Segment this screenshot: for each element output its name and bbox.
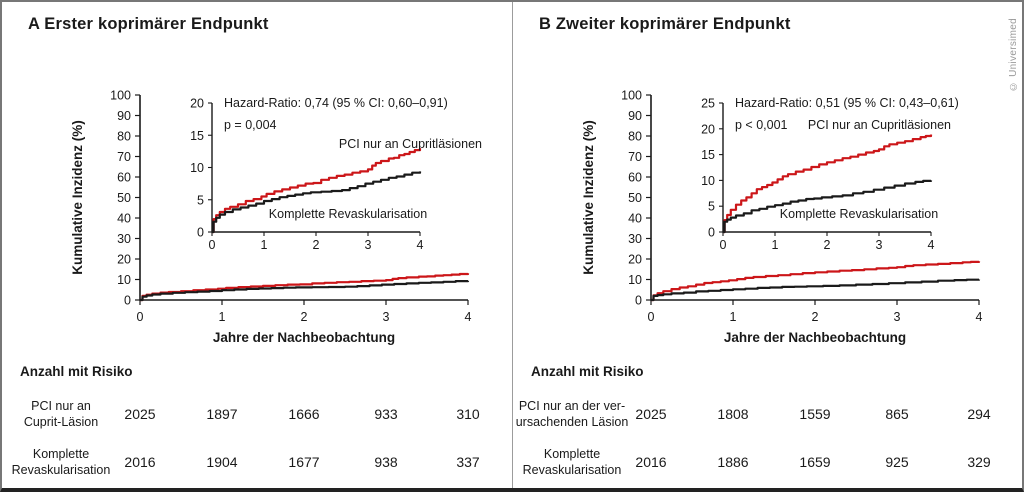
x-tick-label: 2 [300, 310, 308, 324]
risk-values [610, 390, 1020, 438]
risk-value: 2016 [124, 454, 156, 470]
panel-b-title: B Zweiter koprimärer Endpunkt [539, 15, 791, 33]
panel-a [2, 2, 512, 488]
risk-values [610, 438, 1020, 486]
black-series-label: Komplette Revaskularisation [268, 207, 428, 221]
y-tick-label: 90 [117, 109, 131, 123]
risk-label-line: ursachenden Läsion [515, 415, 629, 429]
x-axis-label: Jahre der Nachbeobachtung [723, 330, 907, 345]
x-axis-label: Jahre der Nachbeobachtung [212, 330, 396, 345]
inset-y-tick-label: 5 [197, 193, 204, 208]
panel-a-chart [2, 87, 502, 352]
p-value-text: p < 0,001 [735, 118, 788, 132]
risk-value: 329 [967, 454, 991, 470]
x-tick-label: 1 [218, 310, 226, 324]
inset-y-tick-label: 25 [701, 96, 715, 111]
risk-row [513, 438, 1019, 486]
risk-label-line: PCI nur an [31, 398, 91, 413]
panel-b-chart [513, 87, 1013, 352]
y-tick-label: 30 [117, 232, 131, 246]
risk-value: 2025 [124, 406, 156, 422]
panel-b-risk-header: Anzahl mit Risiko [531, 364, 644, 379]
y-tick-label: 30 [628, 232, 642, 246]
inset-x-tick-label: 3 [364, 238, 372, 252]
copyright-credit: © Universimed [1008, 18, 1019, 92]
risk-value: 2016 [635, 454, 667, 470]
risk-label-line: Komplette [32, 446, 90, 461]
risk-label-line: Cuprit-Läsion [23, 415, 99, 429]
y-tick-label: 50 [117, 191, 131, 205]
black-curve-main [651, 280, 979, 301]
inset-x-tick-label: 0 [719, 238, 727, 252]
y-tick-label: 100 [621, 88, 642, 103]
x-tick-label: 0 [647, 310, 655, 324]
x-tick-label: 3 [893, 310, 901, 324]
x-tick-label: 3 [382, 310, 390, 324]
inset-y-tick-label: 0 [197, 225, 204, 240]
black-series-label: Komplette Revaskularisation [779, 207, 939, 221]
panel-b [512, 2, 1022, 488]
y-axis-label: Kumulative Inzidenz (%) [581, 120, 596, 275]
x-tick-label: 1 [729, 310, 737, 324]
risk-values [99, 390, 509, 438]
risk-value: 1677 [288, 454, 320, 470]
y-tick-label: 80 [117, 129, 131, 144]
risk-value: 1659 [799, 454, 831, 470]
risk-value: 1808 [717, 406, 749, 422]
y-tick-label: 80 [628, 129, 642, 144]
risk-row [2, 438, 508, 486]
inset-x-tick-label: 4 [416, 238, 424, 252]
risk-value: 1897 [206, 406, 238, 422]
y-axis-label: Kumulative Inzidenz (%) [70, 120, 85, 275]
inset-y-tick-label: 10 [701, 173, 715, 188]
hazard-ratio-text: Hazard-Ratio: 0,51 (95 % CI: 0,43–0,61) [735, 96, 959, 110]
panel-b-risk-table [513, 390, 1019, 486]
red-series-label: PCI nur an Cupritläsionen [807, 118, 951, 132]
x-tick-label: 4 [464, 310, 472, 324]
y-tick-label: 40 [117, 211, 131, 226]
inset-y-tick-label: 15 [701, 148, 715, 163]
risk-value: 1559 [799, 406, 831, 422]
risk-value: 925 [885, 454, 909, 470]
y-tick-label: 20 [117, 252, 131, 267]
risk-value: 865 [885, 406, 909, 422]
x-tick-label: 2 [811, 310, 819, 324]
x-tick-label: 4 [975, 310, 983, 324]
y-tick-label: 20 [628, 252, 642, 267]
red-series-label: PCI nur an Cupritläsionen [338, 137, 482, 151]
y-tick-label: 70 [117, 150, 131, 164]
y-tick-label: 60 [628, 170, 642, 185]
y-tick-label: 50 [628, 191, 642, 205]
black-curve-inset [212, 171, 420, 232]
risk-value: 2025 [635, 406, 667, 422]
y-tick-label: 10 [117, 273, 131, 287]
risk-value: 337 [456, 454, 480, 470]
main-axes [140, 95, 468, 300]
y-tick-label: 40 [628, 211, 642, 226]
inset-y-tick-label: 0 [708, 225, 715, 240]
inset-x-tick-label: 2 [312, 238, 320, 252]
risk-label-line: Revaskularisation [11, 463, 111, 477]
panel-a-risk-header: Anzahl mit Risiko [20, 364, 133, 379]
risk-value: 310 [456, 406, 480, 422]
y-tick-label: 70 [628, 150, 642, 164]
y-tick-label: 0 [635, 293, 642, 308]
inset-x-tick-label: 4 [927, 238, 935, 252]
risk-row [2, 390, 508, 438]
p-value-text: p = 0,004 [224, 118, 277, 132]
risk-value: 938 [374, 454, 398, 470]
inset-x-tick-label: 0 [208, 238, 216, 252]
inset-x-tick-label: 1 [771, 238, 779, 252]
risk-label-line: Revaskularisation [522, 463, 622, 477]
inset-y-tick-label: 15 [190, 128, 204, 143]
inset-x-tick-label: 2 [823, 238, 831, 252]
risk-row [513, 390, 1019, 438]
risk-values [99, 438, 509, 486]
risk-value: 294 [967, 406, 991, 422]
inset-x-tick-label: 3 [875, 238, 883, 252]
y-tick-label: 0 [124, 293, 131, 308]
y-tick-label: 60 [117, 170, 131, 185]
y-tick-label: 10 [628, 273, 642, 287]
risk-value: 933 [374, 406, 398, 422]
risk-value: 1666 [288, 406, 320, 422]
risk-label-line: Komplette [543, 446, 601, 461]
panel-a-risk-table [2, 390, 508, 486]
inset-y-tick-label: 5 [708, 199, 715, 214]
hazard-ratio-text: Hazard-Ratio: 0,74 (95 % CI: 0,60–0,91) [224, 96, 448, 110]
y-tick-label: 100 [110, 88, 131, 103]
inset-x-tick-label: 1 [260, 238, 268, 252]
inset-y-tick-label: 10 [190, 161, 204, 175]
inset-y-tick-label: 20 [190, 96, 204, 111]
y-tick-label: 90 [628, 109, 642, 123]
x-tick-label: 0 [136, 310, 144, 324]
risk-value: 1904 [206, 454, 238, 470]
inset-y-tick-label: 20 [701, 122, 715, 137]
risk-label-line: PCI nur an der ver- [518, 398, 626, 413]
risk-value: 1886 [717, 454, 749, 470]
panel-a-title: A Erster koprimärer Endpunkt [28, 15, 269, 33]
